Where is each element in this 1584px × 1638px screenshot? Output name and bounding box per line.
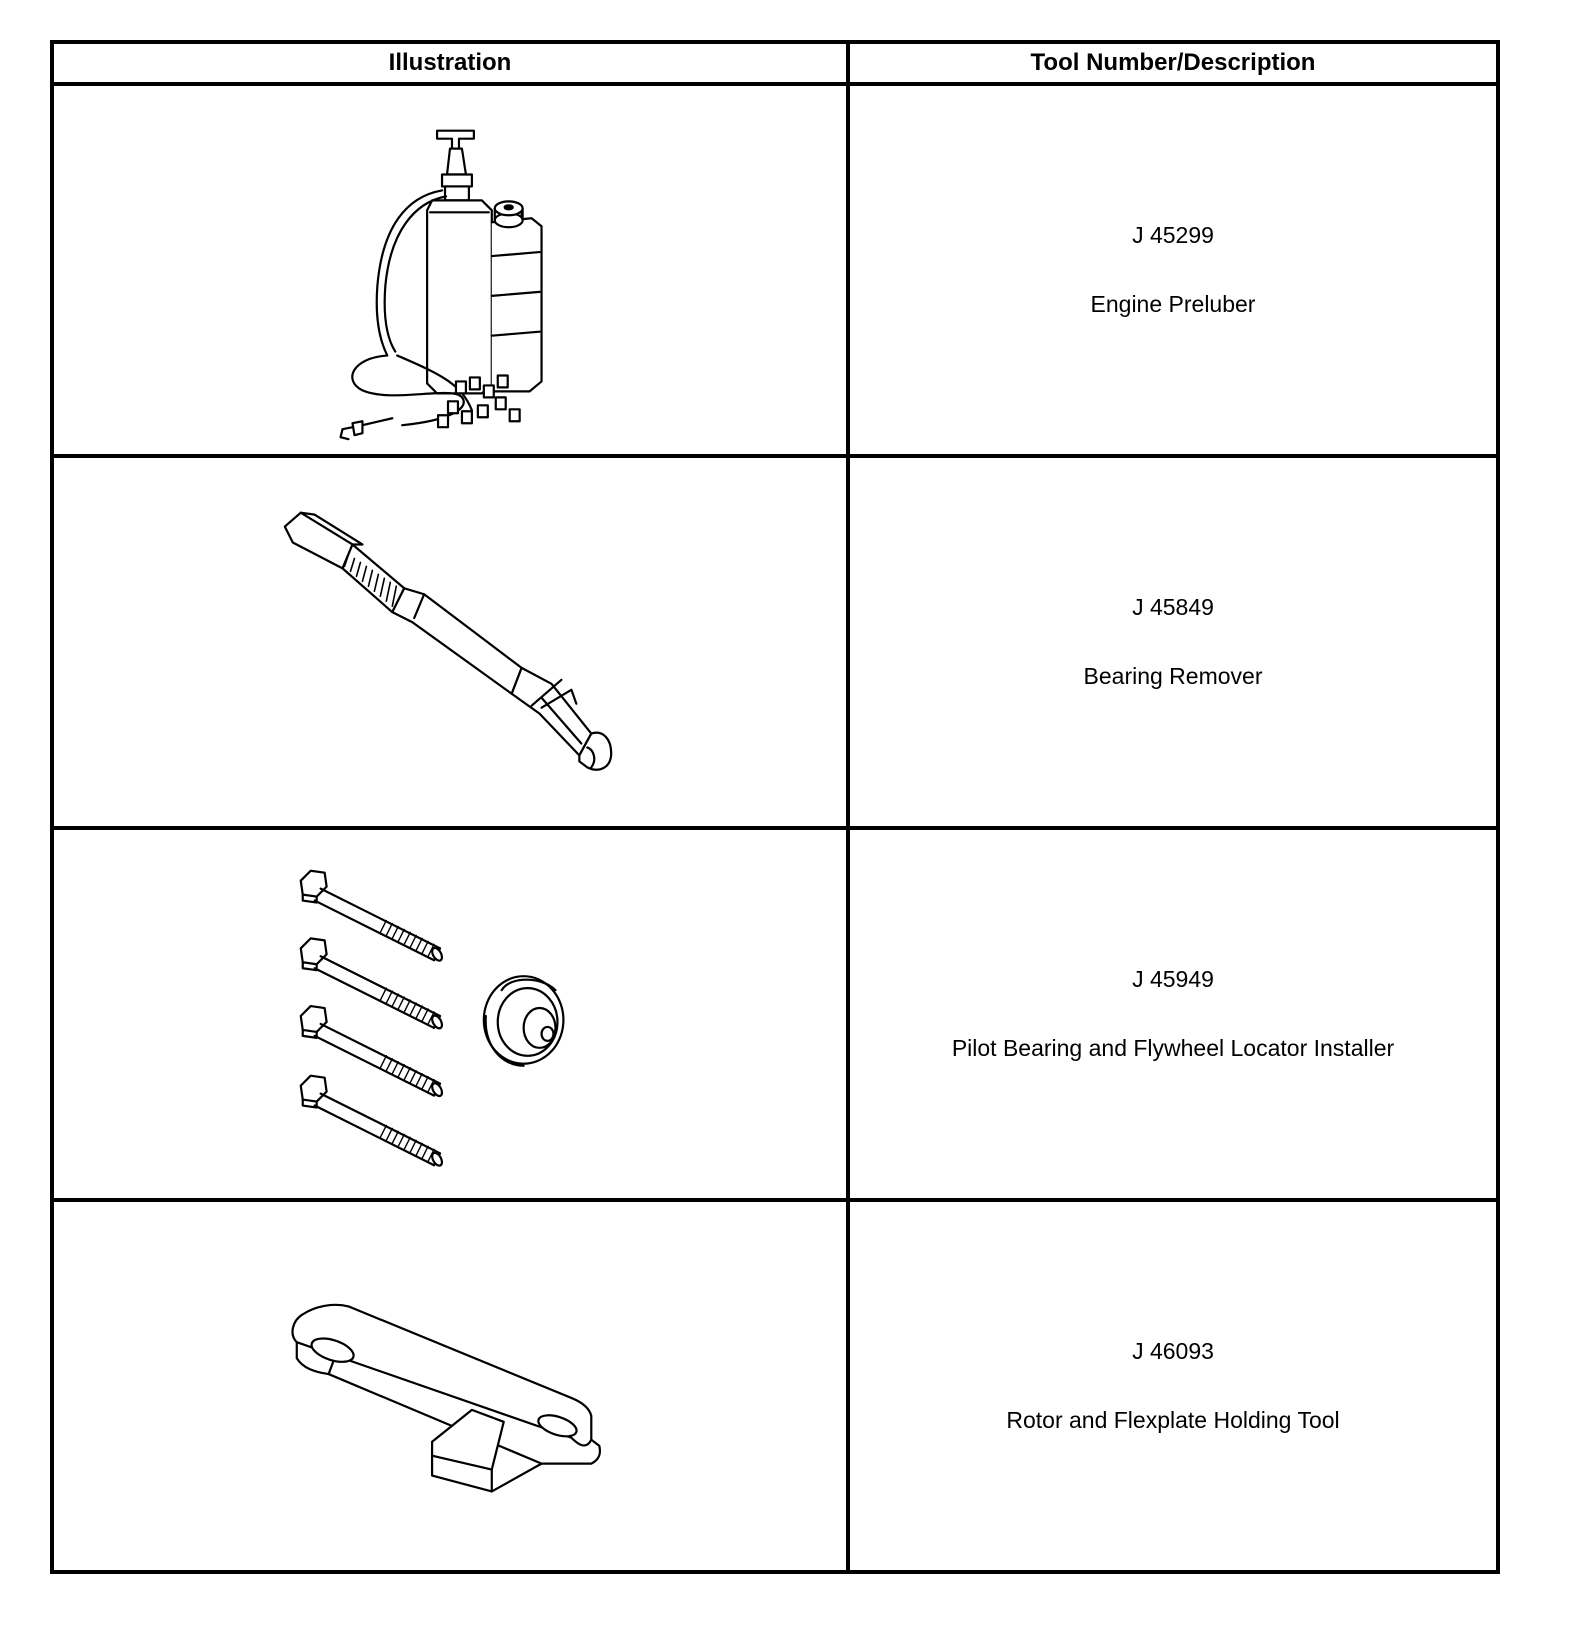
tool-number: J 45849 bbox=[1132, 594, 1214, 620]
pilot-bearing-installer-icon bbox=[54, 830, 846, 1198]
illustration-cell bbox=[52, 1200, 848, 1572]
table-row bbox=[52, 828, 1498, 1200]
holding-tool-icon bbox=[54, 1202, 846, 1570]
illustration-cell bbox=[52, 828, 848, 1200]
illustration-column-header: Illustration bbox=[52, 42, 848, 84]
tool-number: J 45949 bbox=[1132, 966, 1214, 992]
tool-number: J 46093 bbox=[1132, 1338, 1214, 1364]
illustration-cell bbox=[52, 84, 848, 456]
table-row bbox=[52, 84, 1498, 456]
description-cell bbox=[848, 828, 1498, 1200]
tool-name: Pilot Bearing and Flywheel Locator Installer bbox=[951, 1035, 1395, 1061]
tool-name: Bearing Remover bbox=[1083, 663, 1263, 689]
tool-name: Engine Preluber bbox=[1090, 291, 1256, 317]
engine-preluber-icon bbox=[54, 86, 846, 454]
table-row bbox=[52, 456, 1498, 828]
special-tools-table bbox=[50, 40, 1500, 1574]
description-column-header: Tool Number/Description bbox=[848, 42, 1498, 84]
bearing-remover-icon bbox=[54, 458, 846, 826]
tool-name: Rotor and Flexplate Holding Tool bbox=[1006, 1407, 1340, 1433]
table-header-row bbox=[52, 42, 1498, 84]
tool-number: J 45299 bbox=[1132, 222, 1214, 248]
description-cell bbox=[848, 84, 1498, 456]
table-row bbox=[52, 1200, 1498, 1572]
description-cell bbox=[848, 456, 1498, 828]
description-cell bbox=[848, 1200, 1498, 1572]
illustration-cell bbox=[52, 456, 848, 828]
